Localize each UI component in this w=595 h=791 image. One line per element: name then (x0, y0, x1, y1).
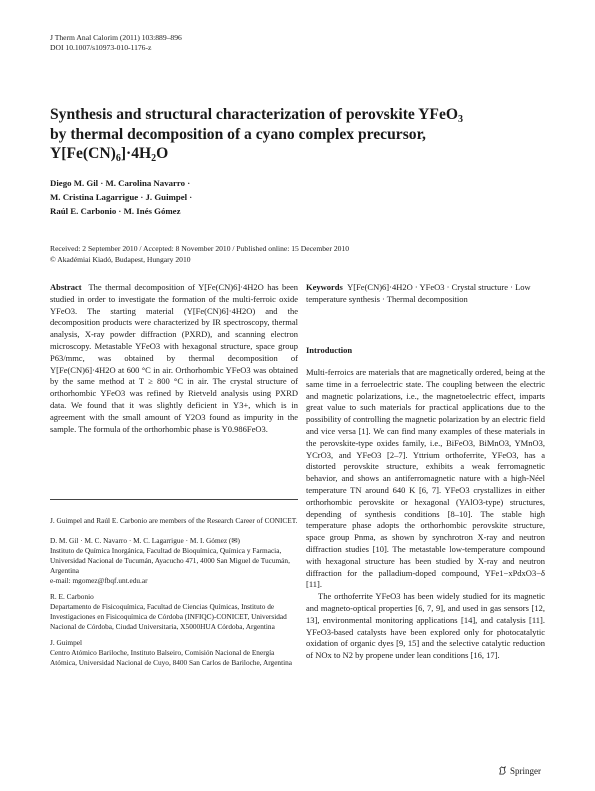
title-sub: 2 (151, 153, 157, 164)
career-footnote: J. Guimpel and Raúl E. Carbonio are members of the Research Career of CONICET. (50, 516, 298, 525)
title-part: O (156, 145, 169, 162)
footnotes (50, 516, 298, 674)
authors-line-2: M. Cristina Lagarrigue · J. Guimpel · (50, 192, 193, 202)
title-part: Y[Fe(CN) (50, 145, 116, 162)
article-title (50, 105, 550, 164)
affiliation-names: D. M. Gil · M. C. Navarro · M. C. Lagarrigue · M. I. Gómez (✉) (50, 536, 240, 545)
copyright-line: © Akadémiai Kiadó, Budapest, Hungary 2010 (50, 254, 191, 264)
affiliation-names: R. E. Carbonio (50, 592, 94, 601)
title-line-2: by thermal decomposition of a cyano complex precursor, (50, 125, 426, 143)
abstract-label: Abstract (50, 282, 82, 292)
title-sub: 3 (458, 114, 463, 125)
journal-header (50, 33, 182, 53)
keywords-text: Y[Fe(CN)6]·4H2O · YFeO3 · Crystal structure · Low temperature synthesis · Thermal decomposition (306, 282, 531, 304)
affiliation-1 (50, 536, 298, 586)
introduction-body (306, 367, 545, 662)
abstract-text: The thermal decomposition of Y[Fe(CN)6]·4H2O has been studied in order to investigate the formation of the multi-ferroic oxide YFeO3. The starting material (Y[Fe(CN)6]·4H2O) and the decomposition products were characterized by IR spectroscopy, thermal analysis, X-ray powder diffraction (PXRD), and scanning electron microscopy. Metastable YFeO3 with hexagonal structure, space group P63/mmc, was obtained by thermal decomposition of Y[Fe(CN)6]·4H2O at 600 °C in air. Orthorhombic YFeO3 was obtained by the same method at T ≥ 800 °C in air. The crystal structure of orthorhombic YFeO3 was refined by Rietveld analysis using PXRD data. We found that it was slightly deficient in Y3+, which is in agreement with the small amount of Y2O3 found as impurity in the sample. The formula of the orthorhombic phase is Y0.986FeO3. (50, 282, 298, 434)
publisher-logo (498, 766, 541, 776)
affiliation-names: J. Guimpel (50, 638, 83, 647)
author-list (50, 176, 192, 218)
affiliation-3 (50, 638, 298, 668)
title-sub: 6 (115, 153, 121, 164)
affiliation-address: Instituto de Química Inorgánica, Facultad de Bioquímica, Química y Farmacia, Universidad Nacional de Tucumán, Ayacucho 471, 4000 San Miguel de Tucumán, Argentina (50, 546, 290, 575)
received-accepted-line: Received: 2 September 2010 / Accepted: 8 November 2010 / Published online: 15 December 2010 (50, 244, 350, 253)
title-line-1: Synthesis and structural characterization of perovskite YFeO (50, 106, 458, 123)
intro-paragraph-2: The orthoferrite YFeO3 has been widely studied for its magnetic and magneto-optical properties [6, 7, 9], and used in gas sensors [12, 13], environmental monitoring applications [14], and catalysis [11]. YFeO3-based catalysts have been explored only for photocatalytic oxidation of organic dyes [9, 15] and the selective catalytic reduction of NOx to N2 by propene under lean conditions [16, 17]. (306, 591, 545, 661)
journal-citation: J Therm Anal Calorim (2011) 103:889–896 (50, 33, 182, 42)
intro-paragraph-1: Multi-ferroics are materials that are magnetically ordered, being at the same time in a ferroelectric state. The coupling between the electric and magnetic polarizations, i.e., the magnetoelectric effect, imparts great value to such materials for practical applications due to the possibility of controlling the magnetic polarization by an electric field and vice versa [1]. We can find many examples of these materials in the perovskite-type oxides family, i.e., BiFeO3, BiMnO3, YMnO3, YCrO3, and YFeO3 [2–7]. Yttrium orthoferrite, YFeO3, has a distorted perovskite structure, exhibits a weak ferromagnetic behavior, and shows an antiferromagnetic nature with a high-Néel temperature TN around 640 K [6, 7]. YFeO3 crystallizes in either orthorhombic perovskite or hexagonal (YAlO3-type) structures, depending of synthesis conditions [8–10]. The stable high temperature phase adopts the orthorhombic perovskite structure, space group Pnma, as shown by synchrotron X-ray and neutron diffraction studies [10]. The metastable low-temperature compound with hexagonal structure has been studied by X-ray and neutron diffraction for the palladium-doped compound, YFe1−xPdxO3−δ [11]. (306, 367, 545, 590)
footnote-divider (50, 499, 298, 500)
title-line-3 (50, 144, 550, 164)
title-part: ]·4H (120, 145, 152, 162)
doi: DOI 10.1007/s10973-010-1176-z (50, 43, 152, 52)
springer-horse-icon (498, 766, 507, 775)
affiliation-address: Departamento de Fisicoquímica, Facultad de Ciencias Químicas, Instituto de Investigaciones en Fisicoquímica de Córdoba (INFIQC)-CONICET, Universidad Nacional de Córdoba, Ciudad Universitaria, X5000HUA Córdoba, Argentina (50, 602, 287, 631)
contact-email[interactable]: e-mail: mgomez@fbqf.unt.edu.ar (50, 576, 148, 585)
section-heading-introduction: Introduction (306, 345, 353, 355)
publisher-name: Springer (510, 766, 541, 776)
publication-dates (50, 244, 349, 265)
keywords-label: Keywords (306, 282, 343, 292)
affiliation-2 (50, 592, 298, 632)
abstract (50, 282, 298, 435)
authors-line-3: Raúl E. Carbonio · M. Inés Gómez (50, 206, 181, 216)
affiliation-address: Centro Atómico Bariloche, Instituto Balseiro, Comisión Nacional de Energía Atómica, Universidad Nacional de Cuyo, 8400 San Carlos de Bariloche, Argentina (50, 648, 293, 667)
keywords (306, 282, 545, 306)
authors-line-1: Diego M. Gil · M. Carolina Navarro · (50, 178, 191, 188)
